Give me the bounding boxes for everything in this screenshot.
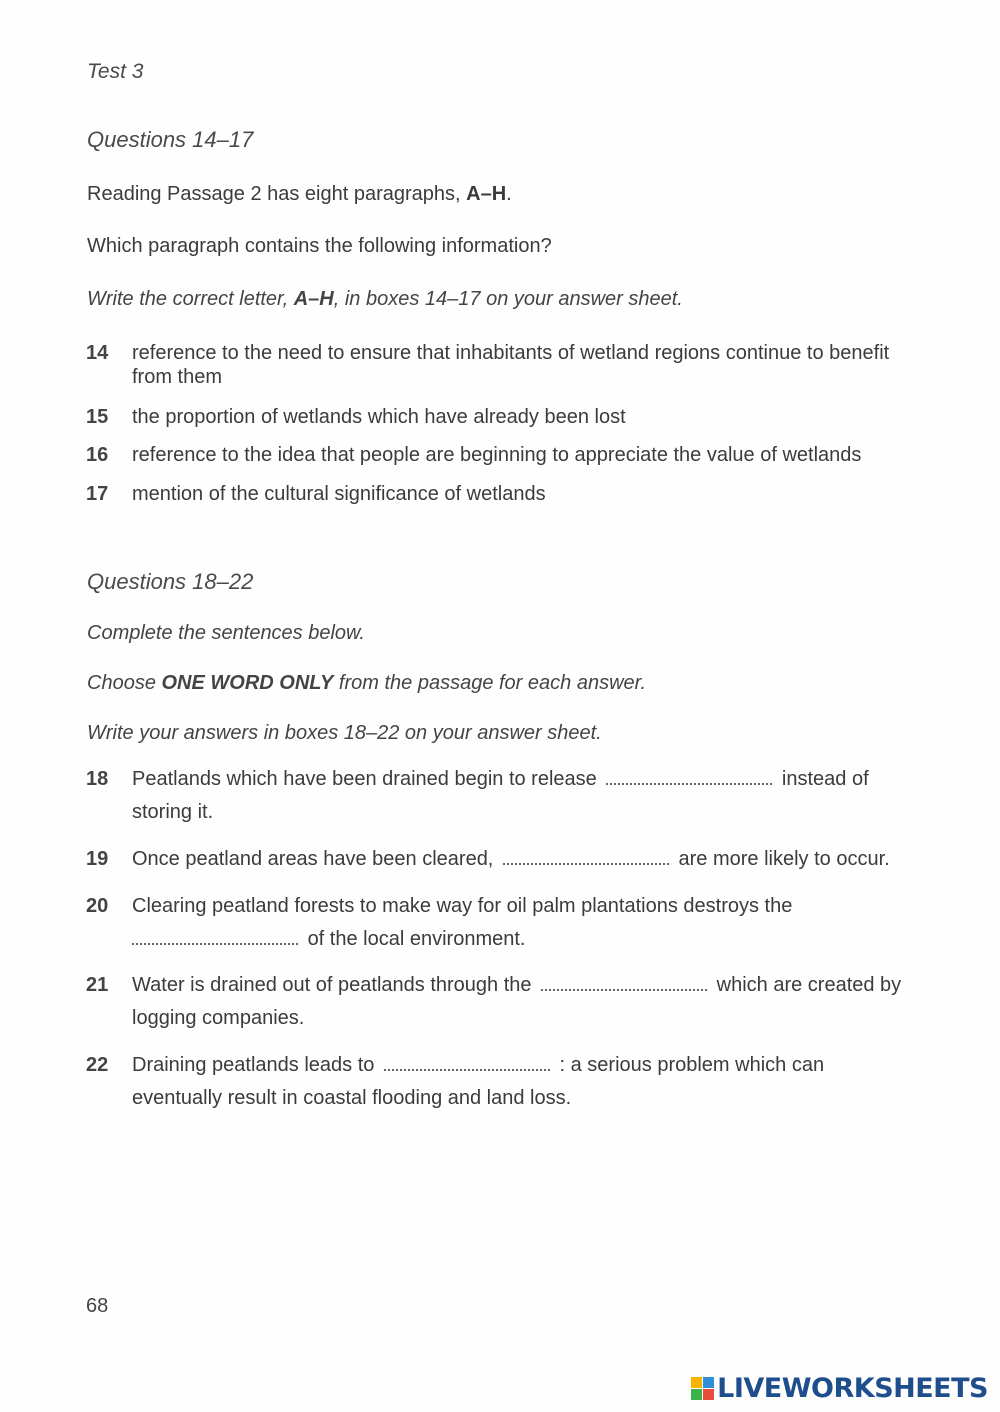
page-number: 68 [86,1295,109,1317]
question-text: mention of the cultural significance of wetlands [132,483,546,505]
question-number: 22 [86,1054,109,1076]
intro-bold: A–H [466,183,507,205]
instruction-bold: ONE WORD ONLY [161,672,334,694]
question-text [132,763,912,829]
sentence-start: Peatlands which have been drained begin to release [132,768,597,790]
logo-square-3 [691,1389,702,1400]
question-text [132,843,926,876]
question-text: the proportion of wetlands which have already been lost [132,406,626,428]
sentence-end: instead of storing it. [132,768,869,823]
section2-instruction-3: Write your answers in boxes 18–22 on your answer sheet. [87,722,602,744]
question-17 [86,482,926,506]
answer-blank-22[interactable] [384,1065,550,1071]
question-20 [86,890,926,956]
section-heading-14-17: Questions 14–17 [87,127,254,152]
instruction-text: Write the correct letter, [87,288,294,310]
question-19 [86,843,926,876]
question-text [132,969,912,1035]
question-16 [86,443,926,467]
instruction-bold: A–H [293,288,334,310]
section2-instruction-1: Complete the sentences below. [87,622,365,644]
logo-square-2 [703,1377,714,1388]
question-number: 17 [86,483,109,505]
question-text [132,890,912,956]
sentence-end: of the local environment. [307,928,526,950]
answer-blank-21[interactable] [541,985,707,991]
instruction-text: Choose [87,672,162,694]
question-number: 15 [86,406,109,428]
sentence-start: Draining peatlands leads to [132,1054,375,1076]
question-text: reference to the need to ensure that inhabitants of wetland regions continue to benefit from them [132,342,890,388]
sentence-end: which are created by logging companies. [132,974,902,1029]
section1-instruction [87,286,683,312]
sentence-end: : a serious problem which can eventually result in coastal flooding and land loss. [132,1054,825,1109]
section1-intro [87,181,512,207]
question-number: 19 [86,848,109,870]
instruction-end: , in boxes 14–17 on your answer sheet. [333,288,683,310]
test-label: Test 3 [87,60,144,83]
answer-blank-20[interactable] [132,939,298,945]
question-text: reference to the idea that people are beginning to appreciate the value of wetlands [132,444,862,466]
answer-blank-18[interactable] [606,779,772,785]
question-number: 16 [86,444,109,466]
question-number: 20 [86,895,109,917]
liveworksheets-logo[interactable] [691,1373,988,1404]
logo-square-4 [703,1389,714,1400]
question-number: 14 [86,342,109,364]
question-text [132,1049,872,1115]
question-15 [86,405,926,429]
question-number: 18 [86,768,109,790]
sentence-end: are more likely to occur. [678,848,890,870]
question-22 [86,1049,926,1115]
logo-grid-icon [691,1377,714,1400]
question-number: 21 [86,974,109,996]
sentence-start: Water is drained out of peatlands through the [132,974,532,996]
answer-blank-19[interactable] [503,859,669,865]
question-18 [86,763,926,829]
section1-question: Which paragraph contains the following information? [87,235,552,257]
logo-square-1 [691,1377,702,1388]
intro-text: Reading Passage 2 has eight paragraphs, [87,183,467,205]
sentence-start: Clearing peatland forests to make way for oil palm plantations destroys the [132,895,793,917]
logo-text: LIVEWORKSHEETS [717,1373,988,1404]
section-heading-18-22: Questions 18–22 [87,569,254,594]
sentence-start: Once peatland areas have been cleared, [132,848,494,870]
instruction-end: from the passage for each answer. [333,672,647,694]
question-14 [86,341,926,389]
intro-end: . [506,183,512,205]
section2-instruction-2 [87,670,646,696]
question-21 [86,969,926,1035]
